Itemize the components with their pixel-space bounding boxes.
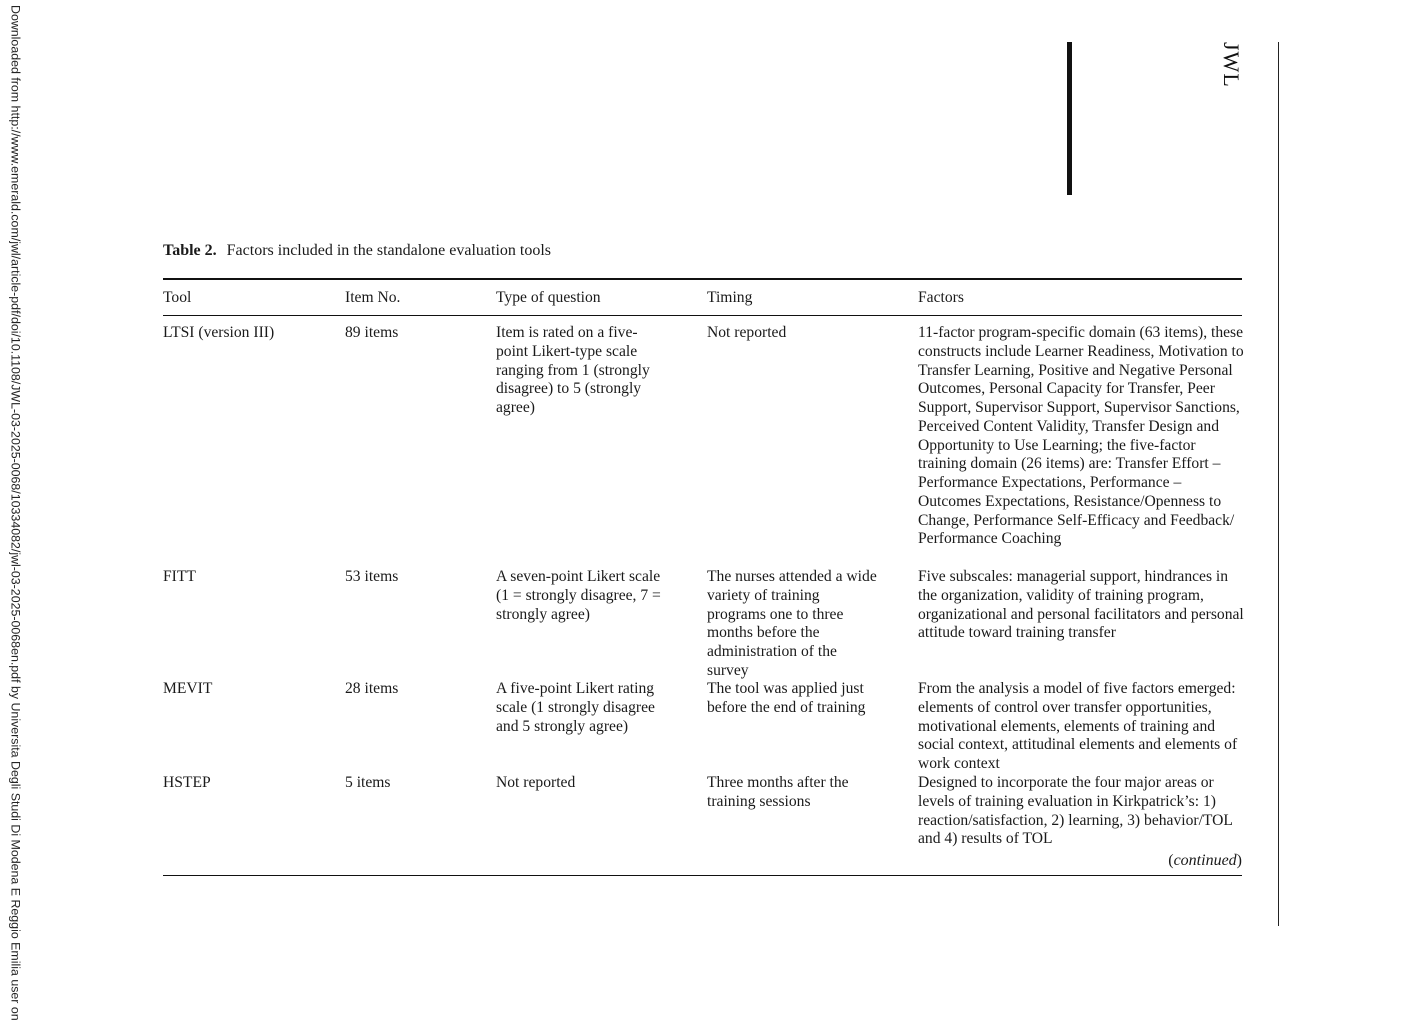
- continued-close-paren: ): [1236, 852, 1242, 869]
- header-factors: Factors: [918, 289, 964, 306]
- row-mevit-timing: The tool was applied just before the end of training: [707, 680, 866, 716]
- header-item-no: Item No.: [345, 289, 401, 306]
- table-caption-label: Table 2.: [163, 242, 217, 259]
- row-ltsi-items: 89 items: [345, 324, 399, 341]
- continued-word: continued: [1173, 852, 1237, 869]
- continued-open-paren: (: [1168, 852, 1174, 869]
- row-hstep-tool: HSTEP: [163, 774, 211, 791]
- row-mevit-tool: MEVIT: [163, 680, 213, 697]
- journal-mark: JWL: [1219, 42, 1244, 88]
- row-fitt-timing: The nurses attended a wide variety of training programs one to three months before the administration of the survey: [707, 568, 877, 679]
- row-ltsi-type: Item is rated on a five-point Likert-type scale ranging from 1 (strongly disagree) to 5 (strongly agree): [496, 324, 650, 416]
- row-mevit-factors: From the analysis a model of five factors emerged: elements of control over transfer opportunities, motivational elements, elements of training and social context, attitudinal elements and elements of work context: [918, 680, 1238, 772]
- header-tool: Tool: [163, 289, 192, 306]
- margin-bar: [1067, 42, 1072, 195]
- row-hstep-factors: Designed to incorporate the four major areas or levels of training evaluation in Kirkpatrick’s: 1) reaction/satisfaction, 2) learning, 3) behavior/TOL and 4) results of TOL: [918, 774, 1233, 848]
- row-hstep-type: Not reported: [496, 774, 576, 791]
- header-timing: Timing: [707, 289, 753, 306]
- row-hstep-items: 5 items: [345, 774, 391, 791]
- table-caption-text: Factors included in the standalone evaluation tools: [226, 242, 552, 259]
- table-top-rule: [163, 278, 1242, 280]
- continued-note: [1168, 852, 1242, 870]
- row-mevit-items: 28 items: [345, 680, 399, 697]
- download-watermark: Downloaded from http://www.emerald.com/jwl/article-pdf/doi/10.1108/JWL-03-2025-0068/10334082/jwl-03-2025-0068en.pdf by Universita Degli Studi Di Modena E Reggio Emilia user on: [8, 5, 23, 1021]
- row-fitt-items: 53 items: [345, 568, 399, 585]
- row-fitt-tool: FITT: [163, 568, 196, 585]
- row-fitt-factors: Five subscales: managerial support, hindrances in the organization, validity of training program, organizational and personal facilitators and personal attitude toward training transfer: [918, 568, 1244, 642]
- row-mevit-type: A five-point Likert rating scale (1 strongly disagree and 5 strongly agree): [496, 680, 655, 735]
- row-ltsi-timing: Not reported: [707, 324, 787, 341]
- table-header-rule: [163, 315, 1242, 316]
- row-ltsi-tool: LTSI (version III): [163, 324, 275, 341]
- table-bottom-rule: [163, 875, 1242, 876]
- table-caption: [163, 242, 551, 260]
- header-type-of-question: Type of question: [496, 289, 601, 306]
- row-ltsi-factors: 11-factor program-specific domain (63 items), these constructs include Learner Readiness, Motivation to Transfer Learning, Positive and Negative Personal Outcomes, Personal Capacity for Transfer, Peer Support, Supervisor Support, Supervisor Sanctions, Perceived Content Validity, Transfer Design and Opportunity to Use Learning; the five-factor training domain (26 items) are: Transfer Effort – Performance Expectations, Performance – Outcomes Expectations, Resistance/Openness to Change, Performance Self-Efficacy and Feedback/ Performance Coaching: [918, 324, 1244, 548]
- page-edge-rule: [1278, 42, 1279, 926]
- row-hstep-timing: Three months after the training sessions: [707, 774, 849, 810]
- row-fitt-type: A seven-point Likert scale (1 = strongly disagree, 7 = strongly agree): [496, 568, 661, 623]
